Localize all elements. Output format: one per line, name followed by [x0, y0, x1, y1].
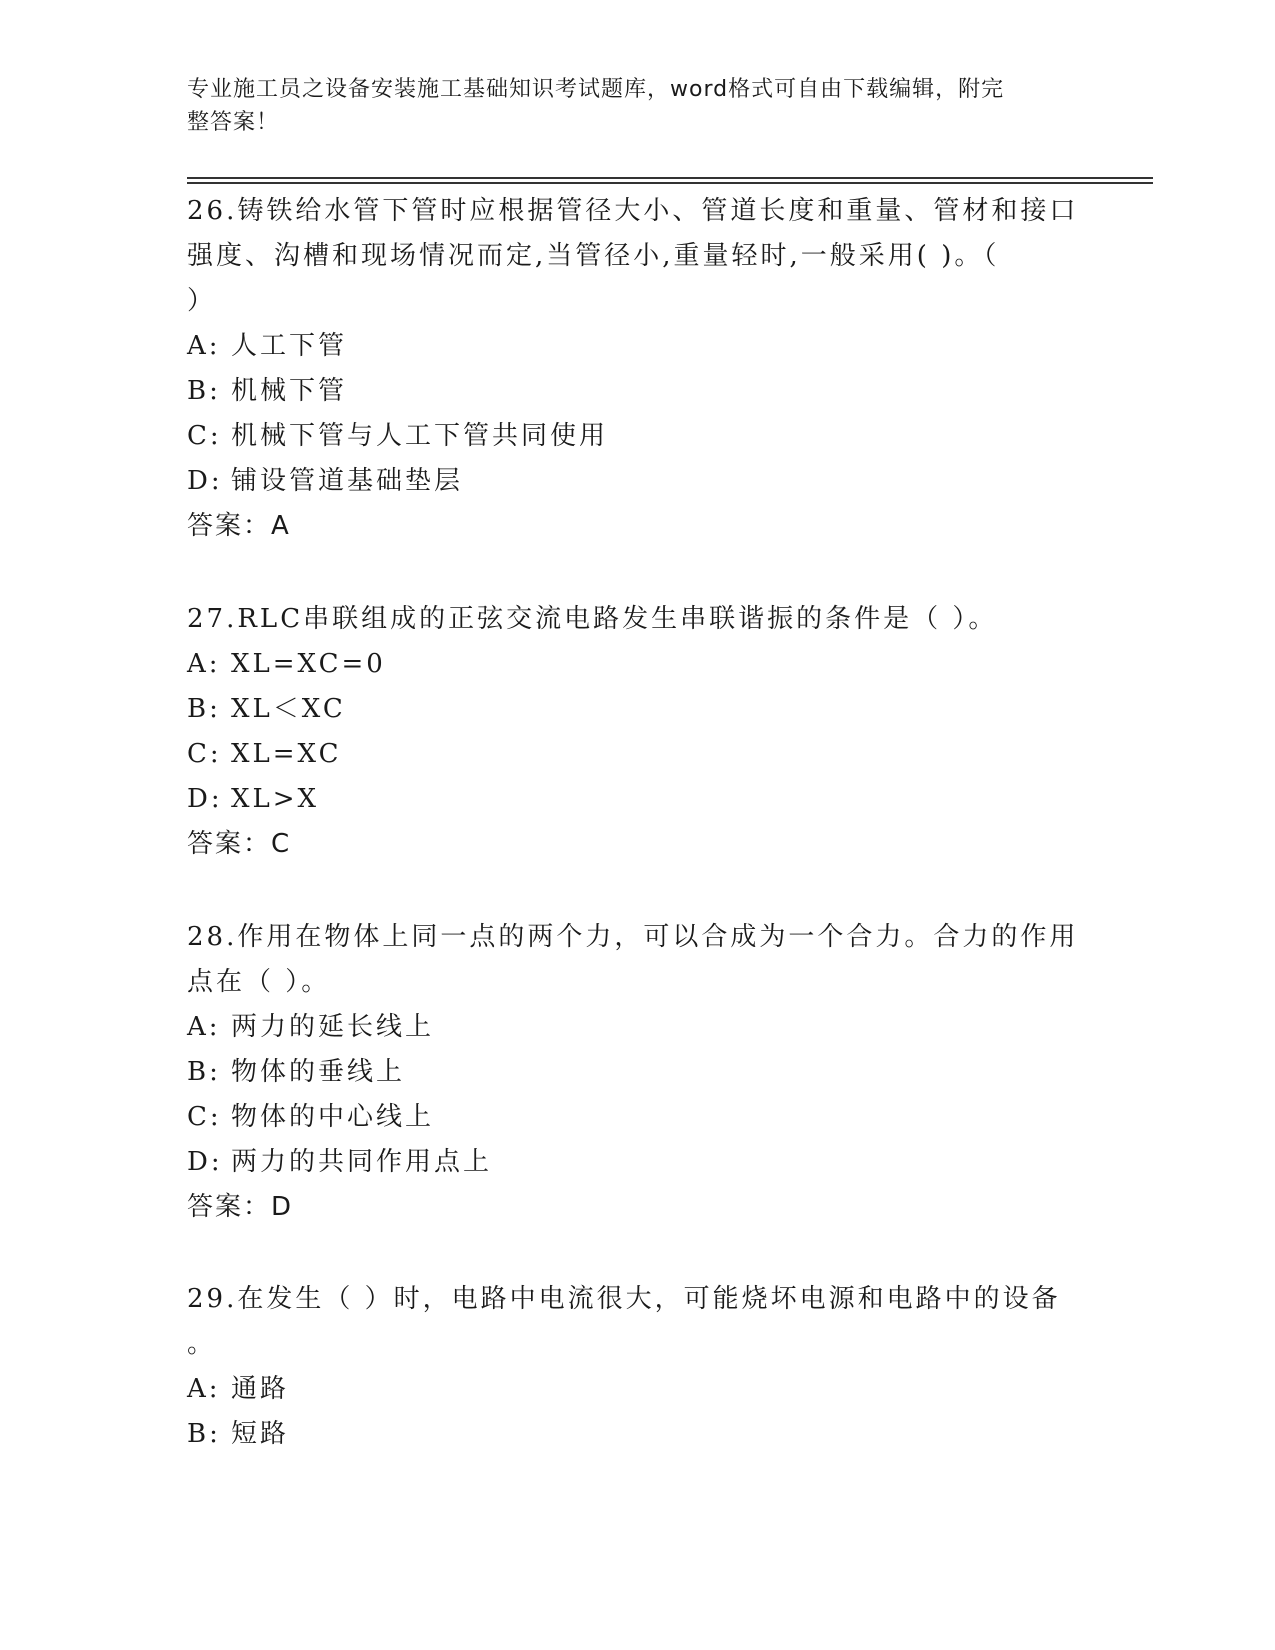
option-c — [187, 414, 1087, 459]
option-text: 物体的垂线上 — [231, 1057, 406, 1087]
option-letter: A: — [187, 1374, 221, 1404]
option-d — [187, 777, 1087, 822]
option-a — [187, 642, 1087, 687]
question-stem-line: 27.RLC串联组成的正弦交流电路发生串联谐振的条件是（ ）。 — [187, 604, 998, 634]
document-header — [187, 73, 1067, 139]
option-letter: D: — [187, 784, 223, 814]
option-letter: B: — [187, 694, 221, 724]
option-letter: C: — [187, 1102, 222, 1132]
header-divider-bottom — [187, 182, 1153, 184]
question-stem-line: ） — [187, 286, 217, 316]
option-letter: B: — [187, 1419, 221, 1449]
option-letter: B: — [187, 376, 221, 406]
answer-line: 答案：A — [187, 511, 291, 541]
question-26 — [187, 189, 1087, 549]
option-text: 物体的中心线上 — [231, 1102, 435, 1132]
option-text: 通路 — [231, 1374, 290, 1404]
question-29 — [187, 1277, 1087, 1457]
option-text: 铺设管道基础垫层 — [231, 466, 464, 496]
option-a — [187, 1367, 1087, 1412]
question-stem-line: 28.作用在物体上同一点的两个力，可以合成为一个合力。合力的作用 — [187, 922, 1079, 952]
option-c — [187, 1095, 1087, 1140]
option-b — [187, 1050, 1087, 1095]
option-text: 短路 — [231, 1419, 290, 1449]
option-letter: C: — [187, 739, 222, 769]
question-stem-line: 强度、沟槽和现场情况而定,当管径小,重量轻时,一般采用( )。（ — [187, 241, 1000, 271]
option-a — [187, 324, 1087, 369]
question-28 — [187, 915, 1087, 1230]
option-letter: A: — [187, 1012, 221, 1042]
question-stem-line: 点在（ ）。 — [187, 967, 331, 997]
option-letter: A: — [187, 331, 221, 361]
option-b — [187, 1412, 1087, 1457]
question-stem-line: 29.在发生（ ）时，电路中电流很大，可能烧坏电源和电路中的设备 — [187, 1284, 1061, 1314]
option-text: 两力的延长线上 — [231, 1012, 435, 1042]
option-text: 人工下管 — [231, 331, 348, 361]
option-text: XL=XC — [231, 739, 342, 769]
option-b — [187, 687, 1087, 732]
header-line-1: 专业施工员之设备安装施工基础知识考试题库，word格式可自由下载编辑，附完 — [187, 77, 1005, 102]
question-stem-line: 。 — [187, 1329, 217, 1359]
header-line-2: 整答案！ — [187, 110, 280, 135]
option-letter: C: — [187, 421, 222, 451]
option-text: XL>X — [231, 784, 320, 814]
question-27 — [187, 597, 1087, 867]
option-text: 机械下管与人工下管共同使用 — [231, 421, 609, 451]
option-b — [187, 369, 1087, 414]
header-divider-top — [187, 177, 1153, 179]
option-letter: B: — [187, 1057, 221, 1087]
option-text: XL=XC=0 — [231, 649, 386, 679]
answer-line: 答案：D — [187, 1192, 294, 1222]
question-stem-line: 26.铸铁给水管下管时应根据管径大小、管道长度和重量、管材和接口 — [187, 196, 1079, 226]
option-a — [187, 1005, 1087, 1050]
option-letter: A: — [187, 649, 221, 679]
option-d — [187, 1140, 1087, 1185]
answer-line: 答案：C — [187, 829, 292, 859]
option-text: 两力的共同作用点上 — [231, 1147, 493, 1177]
option-letter: D: — [187, 1147, 223, 1177]
option-text: XL＜XC — [231, 694, 346, 724]
option-c — [187, 732, 1087, 777]
option-d — [187, 459, 1087, 504]
option-letter: D: — [187, 466, 223, 496]
option-text: 机械下管 — [231, 376, 348, 406]
